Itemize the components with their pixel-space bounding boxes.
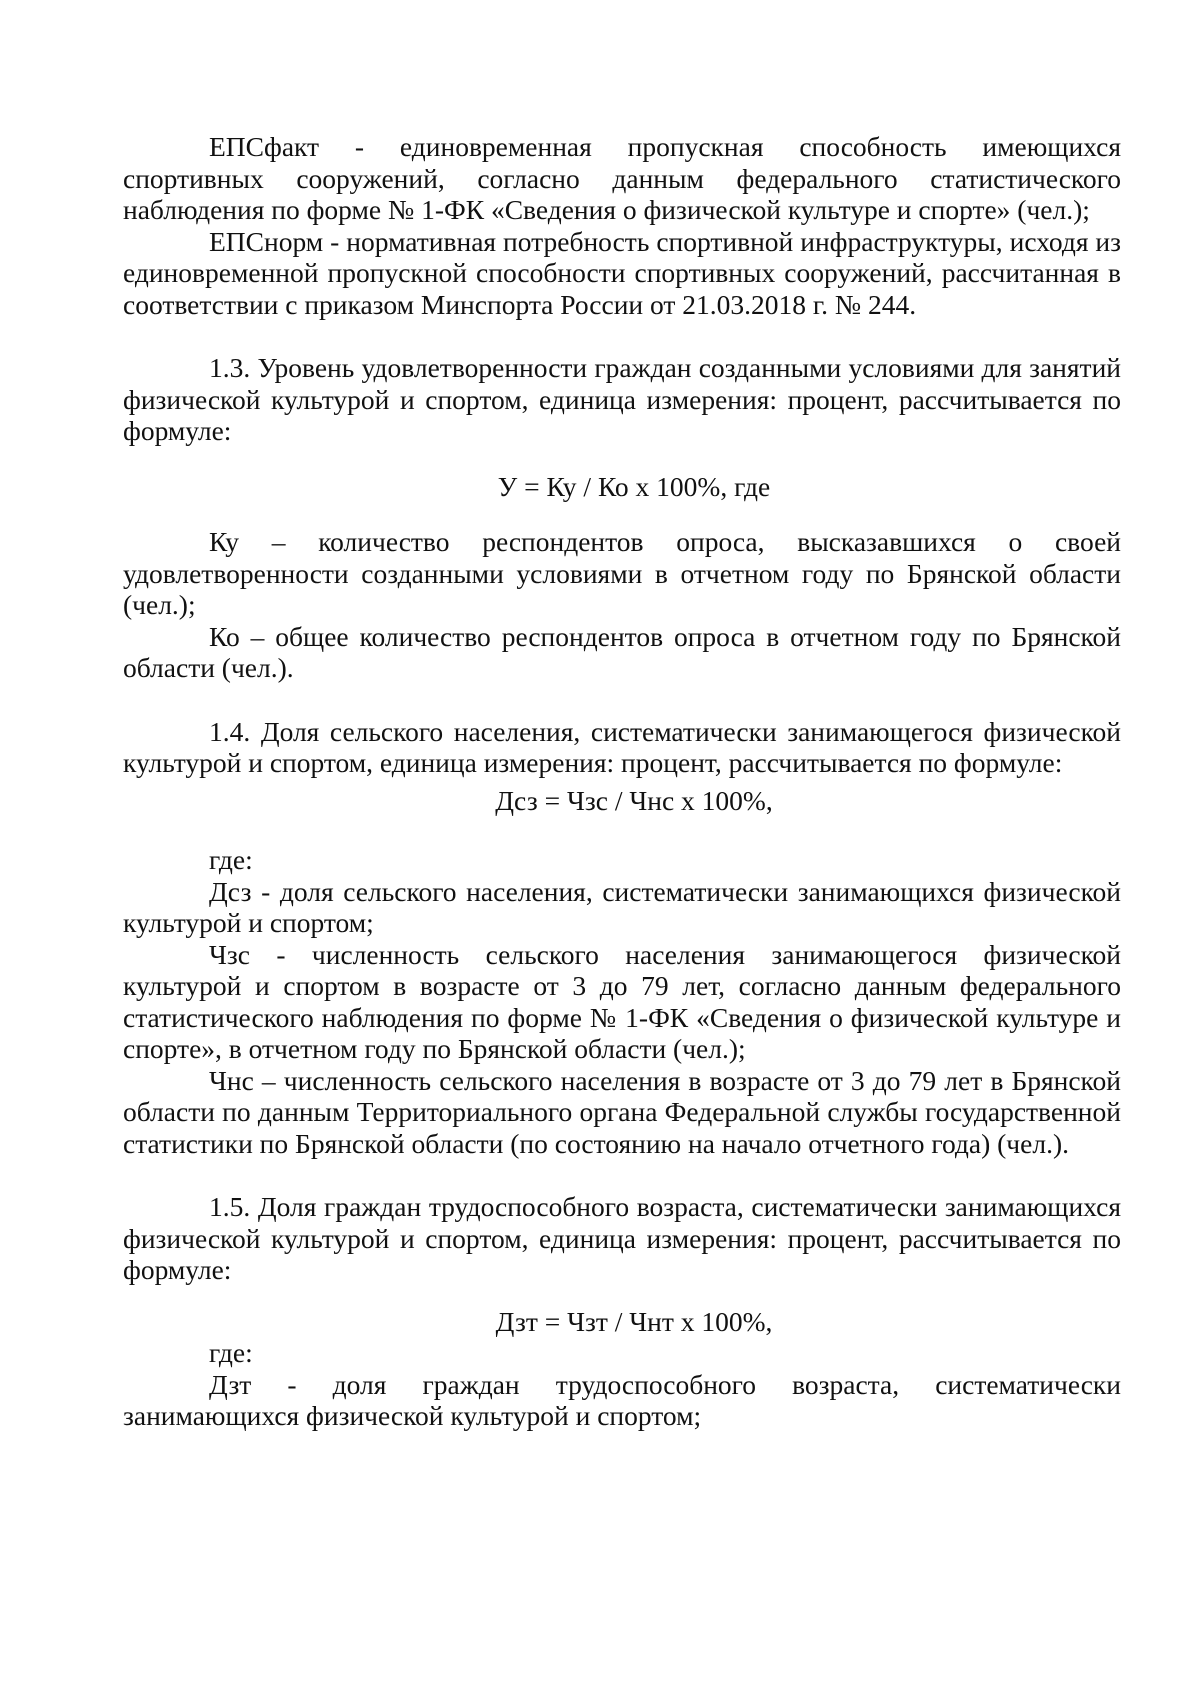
section-1-3-heading: 1.3. Уровень удовлетворенности граждан созданными условиями для занятий физической культурой и спортом, единица измерения: процент, рассчитывается по формуле: — [123, 352, 1121, 446]
section-1-3-definition-ku: Ку – количество респондентов опроса, высказавшихся о своей удовлетворенности созданными условиями в отчетном году по Брянской области (чел.); — [123, 526, 1121, 620]
spacer — [123, 447, 1121, 461]
spacer — [123, 502, 1121, 516]
formula-1-5: Дзт = Чзт / Чнт х 100%, — [495, 1305, 773, 1337]
paragraph-eps-norm: ЕПСнорм - нормативная потребность спортивной инфраструктуры, исходя из единовременной пропускной способности спортивных сооружений, рассчитанная в соответствии с приказом Минспорта России от 21.03.2018 г. № 244. — [123, 225, 1121, 320]
where-label: где: — [209, 1337, 253, 1368]
document-body — [123, 131, 1121, 1432]
formula-1-3: У = Ку / Ко х 100%, где — [497, 470, 771, 502]
section-1-5-heading: 1.5. Доля граждан трудоспособного возраста, систематически занимающихся физической культурой и спортом, единица измерения: процент, рассчитывается по формуле: — [123, 1191, 1121, 1285]
section-1-4-definition-chns: Чнс – численность сельского населения в возрасте от 3 до 79 лет в Брянской области по данным Территориального органа Федеральной службы государственной статистики по Брянской области (по состоянию на начало отчетного года) (чел.). — [123, 1064, 1121, 1159]
section-1-4-definition-dsz: Дсз - доля сельского населения, систематически занимающихся физической культурой и спортом; — [123, 875, 1121, 938]
spacer — [123, 684, 1121, 716]
formula-1-4: Дсз = Чзс / Чнс х 100%, — [495, 784, 773, 816]
spacer — [123, 1159, 1121, 1191]
spacer — [123, 320, 1121, 352]
section-1-4-heading: 1.4. Доля сельского населения, систематически занимающегося физической культурой и спортом, единица измерения: процент, рассчитывается по формуле: — [123, 715, 1121, 778]
paragraph-eps-fact: ЕПСфакт - единовременная пропускная способность имеющихся спортивных сооружений, согласно данным федерального статистического наблюдения по форме № 1-ФК «Сведения о физической культуре и спорте» (чел.); — [123, 131, 1121, 225]
section-1-4-definition-chzs: Чзс - численность сельского населения занимающегося физической культурой и спортом в возрасте от 3 до 79 лет, согласно данным федерального статистического наблюдения по форме № 1-ФК «Сведения о физической культуре и спорте», в отчетном году по Брянской области (чел.); — [123, 938, 1121, 1064]
section-1-5-definition-dzt: Дзт - доля граждан трудоспособного возраста, систематически занимающихся физической культурой и спортом; — [123, 1368, 1121, 1431]
where-label: где: — [209, 844, 253, 875]
section-1-3-definition-ko: Ко – общее количество респондентов опроса в отчетном году по Брянской области (чел.). — [123, 620, 1121, 683]
